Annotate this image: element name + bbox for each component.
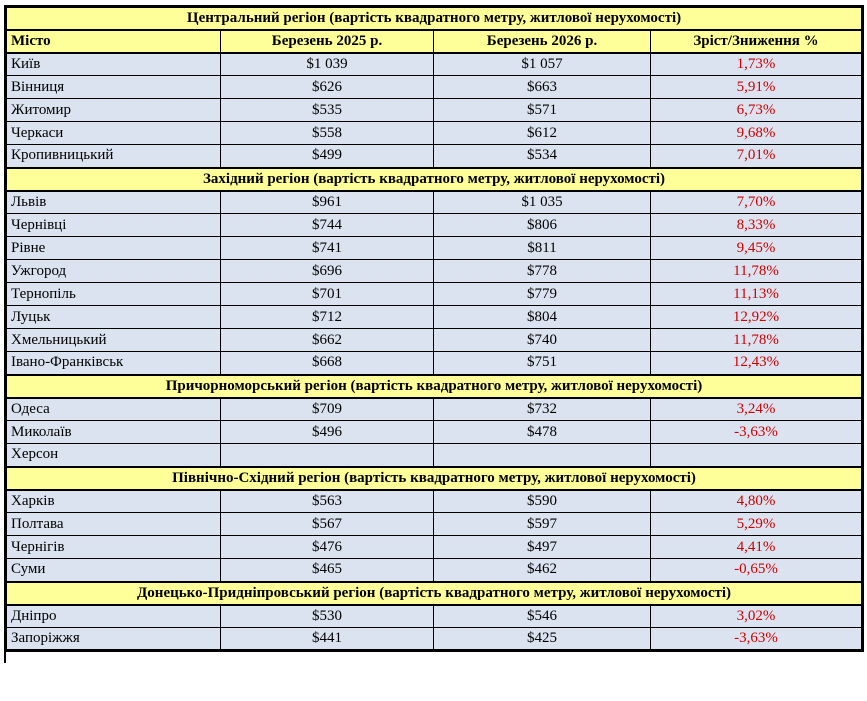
price-2026-cell[interactable]: $425: [434, 628, 651, 651]
price-2025-cell[interactable]: $701: [221, 283, 434, 306]
city-cell[interactable]: Кропивницький: [6, 145, 221, 168]
price-2026-cell[interactable]: $546: [434, 605, 651, 628]
city-cell[interactable]: Дніпро: [6, 605, 221, 628]
city-data-row: [6, 191, 863, 214]
city-data-row: [6, 237, 863, 260]
column-header-price-2026[interactable]: Березень 2026 р.: [434, 30, 651, 53]
change-cell[interactable]: -0,65%: [651, 559, 863, 582]
price-2025-cell[interactable]: $744: [221, 214, 434, 237]
price-2025-cell[interactable]: $567: [221, 513, 434, 536]
price-2025-cell[interactable]: $558: [221, 122, 434, 145]
city-data-row: [6, 122, 863, 145]
city-cell[interactable]: Запоріжжя: [6, 628, 221, 651]
change-cell[interactable]: 1,73%: [651, 53, 863, 76]
city-data-row: [6, 490, 863, 513]
price-2025-cell[interactable]: $709: [221, 398, 434, 421]
change-cell[interactable]: 4,80%: [651, 490, 863, 513]
price-2026-cell[interactable]: $811: [434, 237, 651, 260]
change-cell[interactable]: 9,68%: [651, 122, 863, 145]
city-cell[interactable]: Черкаси: [6, 122, 221, 145]
change-cell[interactable]: 7,01%: [651, 145, 863, 168]
price-2025-cell[interactable]: $626: [221, 76, 434, 99]
city-data-row: [6, 536, 863, 559]
city-data-row: [6, 76, 863, 99]
real-estate-price-table: [4, 5, 864, 652]
column-header-city[interactable]: Місто: [6, 30, 221, 53]
change-cell[interactable]: 5,91%: [651, 76, 863, 99]
change-cell[interactable]: -3,63%: [651, 421, 863, 444]
city-data-row: [6, 283, 863, 306]
price-2025-cell[interactable]: $530: [221, 605, 434, 628]
price-2025-cell[interactable]: $741: [221, 237, 434, 260]
city-data-row: [6, 145, 863, 168]
change-cell[interactable]: 6,73%: [651, 99, 863, 122]
city-cell[interactable]: Рівне: [6, 237, 221, 260]
column-header-price-2025[interactable]: Березень 2025 р.: [221, 30, 434, 53]
price-2025-cell[interactable]: $1 039: [221, 53, 434, 76]
city-cell[interactable]: Ужгород: [6, 260, 221, 283]
city-cell[interactable]: Херсон: [6, 444, 221, 467]
region-title[interactable]: Центральний регіон (вартість квадратного метру, житлової нерухомості): [6, 7, 863, 30]
change-cell[interactable]: 9,45%: [651, 237, 863, 260]
price-2025-cell[interactable]: $476: [221, 536, 434, 559]
change-cell[interactable]: 11,78%: [651, 260, 863, 283]
city-data-row: [6, 99, 863, 122]
price-2026-cell[interactable]: $1 035: [434, 191, 651, 214]
city-data-row: [6, 53, 863, 76]
region-title[interactable]: Донецько-Придніпровський регіон (вартість квадратного метру, житлової нерухомості): [6, 582, 863, 605]
city-cell[interactable]: Львів: [6, 191, 221, 214]
change-cell[interactable]: -3,63%: [651, 628, 863, 651]
price-2025-cell[interactable]: $662: [221, 329, 434, 352]
city-cell[interactable]: Вінниця: [6, 76, 221, 99]
price-2026-cell[interactable]: $571: [434, 99, 651, 122]
table-body: [6, 7, 863, 651]
region-header-row: [6, 375, 863, 398]
city-cell[interactable]: Миколаїв: [6, 421, 221, 444]
price-2026-cell[interactable]: $597: [434, 513, 651, 536]
price-2025-cell[interactable]: [221, 444, 434, 467]
price-2026-cell[interactable]: [434, 444, 651, 467]
price-2026-cell[interactable]: $806: [434, 214, 651, 237]
price-2026-cell[interactable]: $663: [434, 76, 651, 99]
price-2026-cell[interactable]: $590: [434, 490, 651, 513]
city-data-row: [6, 559, 863, 582]
change-cell[interactable]: 8,33%: [651, 214, 863, 237]
price-2026-cell[interactable]: $732: [434, 398, 651, 421]
change-cell[interactable]: 11,78%: [651, 329, 863, 352]
change-cell[interactable]: 4,41%: [651, 536, 863, 559]
city-data-row: [6, 605, 863, 628]
city-cell[interactable]: Одеса: [6, 398, 221, 421]
column-header-change[interactable]: Зріст/Зниження %: [651, 30, 863, 53]
city-data-row: [6, 306, 863, 329]
city-data-row: [6, 329, 863, 352]
price-2025-cell[interactable]: $535: [221, 99, 434, 122]
city-data-row: [6, 444, 863, 467]
city-data-row: [6, 352, 863, 375]
region-header-row: [6, 582, 863, 605]
region-title[interactable]: Західний регіон (вартість квадратного метру, житлової нерухомості): [6, 168, 863, 191]
change-cell[interactable]: 11,13%: [651, 283, 863, 306]
price-2026-cell[interactable]: $497: [434, 536, 651, 559]
price-2025-cell[interactable]: $499: [221, 145, 434, 168]
price-2026-cell[interactable]: $778: [434, 260, 651, 283]
city-cell[interactable]: Івано-Франківськ: [6, 352, 221, 375]
cell-cursor-tick: [4, 652, 6, 663]
price-2025-cell[interactable]: $696: [221, 260, 434, 283]
price-2025-cell[interactable]: $668: [221, 352, 434, 375]
city-cell[interactable]: Хмельницький: [6, 329, 221, 352]
price-2026-cell[interactable]: $462: [434, 559, 651, 582]
city-data-row: [6, 398, 863, 421]
city-data-row: [6, 421, 863, 444]
price-2026-cell[interactable]: $740: [434, 329, 651, 352]
city-cell[interactable]: Чернівці: [6, 214, 221, 237]
city-data-row: [6, 513, 863, 536]
price-2026-cell[interactable]: $804: [434, 306, 651, 329]
price-2026-cell[interactable]: $751: [434, 352, 651, 375]
city-cell[interactable]: Луцьк: [6, 306, 221, 329]
change-cell[interactable]: 7,70%: [651, 191, 863, 214]
change-cell[interactable]: 3,24%: [651, 398, 863, 421]
region-header-row: [6, 7, 863, 30]
region-title[interactable]: Причорноморський регіон (вартість квадратного метру, житлової нерухомості): [6, 375, 863, 398]
price-2026-cell[interactable]: $779: [434, 283, 651, 306]
region-header-row: [6, 467, 863, 490]
change-cell[interactable]: 12,92%: [651, 306, 863, 329]
price-2025-cell[interactable]: $465: [221, 559, 434, 582]
city-cell[interactable]: Житомир: [6, 99, 221, 122]
change-cell[interactable]: 12,43%: [651, 352, 863, 375]
city-cell[interactable]: Суми: [6, 559, 221, 582]
price-2025-cell[interactable]: $961: [221, 191, 434, 214]
city-cell[interactable]: Полтава: [6, 513, 221, 536]
price-2025-cell[interactable]: $441: [221, 628, 434, 651]
change-cell[interactable]: 3,02%: [651, 605, 863, 628]
price-2026-cell[interactable]: $1 057: [434, 53, 651, 76]
price-2026-cell[interactable]: $478: [434, 421, 651, 444]
city-cell[interactable]: Харків: [6, 490, 221, 513]
region-title[interactable]: Північно-Східний регіон (вартість квадратного метру, житлової нерухомості): [6, 467, 863, 490]
column-header-row: [6, 30, 863, 53]
price-2025-cell[interactable]: $563: [221, 490, 434, 513]
region-header-row: [6, 168, 863, 191]
city-data-row: [6, 260, 863, 283]
city-cell[interactable]: Чернігів: [6, 536, 221, 559]
change-cell[interactable]: [651, 444, 863, 467]
change-cell[interactable]: 5,29%: [651, 513, 863, 536]
price-2026-cell[interactable]: $534: [434, 145, 651, 168]
city-data-row: [6, 214, 863, 237]
price-2025-cell[interactable]: $496: [221, 421, 434, 444]
city-data-row: [6, 628, 863, 651]
price-2026-cell[interactable]: $612: [434, 122, 651, 145]
city-cell[interactable]: Київ: [6, 53, 221, 76]
city-cell[interactable]: Тернопіль: [6, 283, 221, 306]
price-2025-cell[interactable]: $712: [221, 306, 434, 329]
